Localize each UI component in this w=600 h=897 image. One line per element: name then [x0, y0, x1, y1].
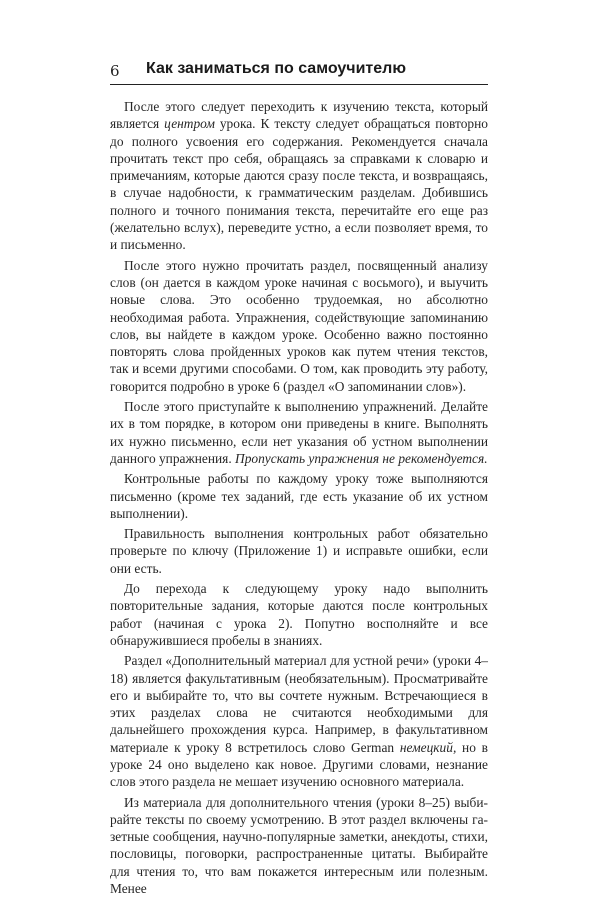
paragraph: [110, 257, 488, 395]
text-run: Контрольные работы по каждому уроку тоже выполняются письменно (кроме тех заданий, где есть указание об их устном выполнении).: [110, 471, 488, 521]
page-number: 6: [110, 62, 120, 80]
paragraph: [110, 398, 488, 467]
emphasized-text: Пропускать упражнения не рекомендуется.: [235, 450, 488, 466]
paragraph: [110, 794, 488, 897]
text-run: Из материала для дополнительного чтения (уроки 8–25) выбирайте тексты по своему усмотрению. В этот раздел включены газетные сообщения, научно-популярные заметки, анекдоты, стихи, пословицы, поговорки, распространенные цитаты. Выбирайте для чтения то, что вам покажется интересным или полезным. Менее: [110, 794, 488, 897]
text-run: урока. К тексту следует обращаться повторно до полного усвоения его содержания. Рекомендуется сначала прочитать текст про себя, обращаясь за справками к словарю и примечаниям, которые даются сразу после текста, и возвращаясь, в случае надобности, к грамматическим разделам. Добившись полного и точного понимания текста, перечитайте его еще раз (желательно вслух), переведите устно, а если позволяет время, то и письменно.: [110, 116, 488, 253]
paragraph: [110, 652, 488, 790]
text-run: После этого следует переходить к изучению текста, который является: [110, 99, 488, 132]
page-header: [110, 60, 488, 85]
emphasized-text: центром: [164, 116, 215, 132]
text-run: До перехода к следующему уроку надо выполнить повторительные задания, которые даются после контрольных работ (начиная с урока 2). Попутно восполняйте и все обнаружившиеся пробелы в знаниях.: [110, 581, 488, 648]
paragraph: [110, 580, 488, 649]
paragraph: [110, 470, 488, 522]
text-run: Раздел «Дополнительный материал для устной речи» (уроки 4–18) является факультативным (необязательным). Просматривайте его и выбирайте то, что вы сочтете нужным. Встречающиеся в этих разделах слова не считаются необходимыми для дальнейшего прохождения курса. Например, в факультативном материале к уроку 8 встретилось слово German: [110, 653, 488, 755]
text-run: Правильность выполнения контрольных работ обязательно проверьте по ключу (Приложение 1) и исправьте ошибки, если они есть.: [110, 526, 488, 576]
running-head: Как заниматься по самоучителю: [146, 60, 406, 77]
body-text: [110, 98, 488, 897]
paragraph: [110, 525, 488, 577]
text-run: После этого приступайте к выполнению упражнений. Делайте их в том порядке, в котором они приведены в книге. Выполнять их нужно письменно, если нет указания об устном выполнении данного упражнения.: [110, 399, 488, 466]
text-run: После этого нужно прочитать раздел, посвященный анализу слов (он дается в каждом уроке начиная с восьмого), и выучить новые слова. Это особенно трудоемкая, но абсолютно необходимая работа. Упражнения, содействующие запоминанию слов, вы найдете в каждом уроке. Особенно важно постоянно повторять слова пройденных уроков как путем чтения текстов, так и всеми другими способами. О том, как проводить эту работу, говорится подробно в уроке 6 (раздел «О запоминании слов»).: [110, 257, 488, 394]
emphasized-text: немецкий,: [399, 739, 457, 755]
paragraph: [110, 98, 488, 254]
text-run: но в уроке 24 оно выделено как новое. Другими словами, незнание слов этого раздела не мешает изучению основного материала.: [110, 739, 488, 790]
